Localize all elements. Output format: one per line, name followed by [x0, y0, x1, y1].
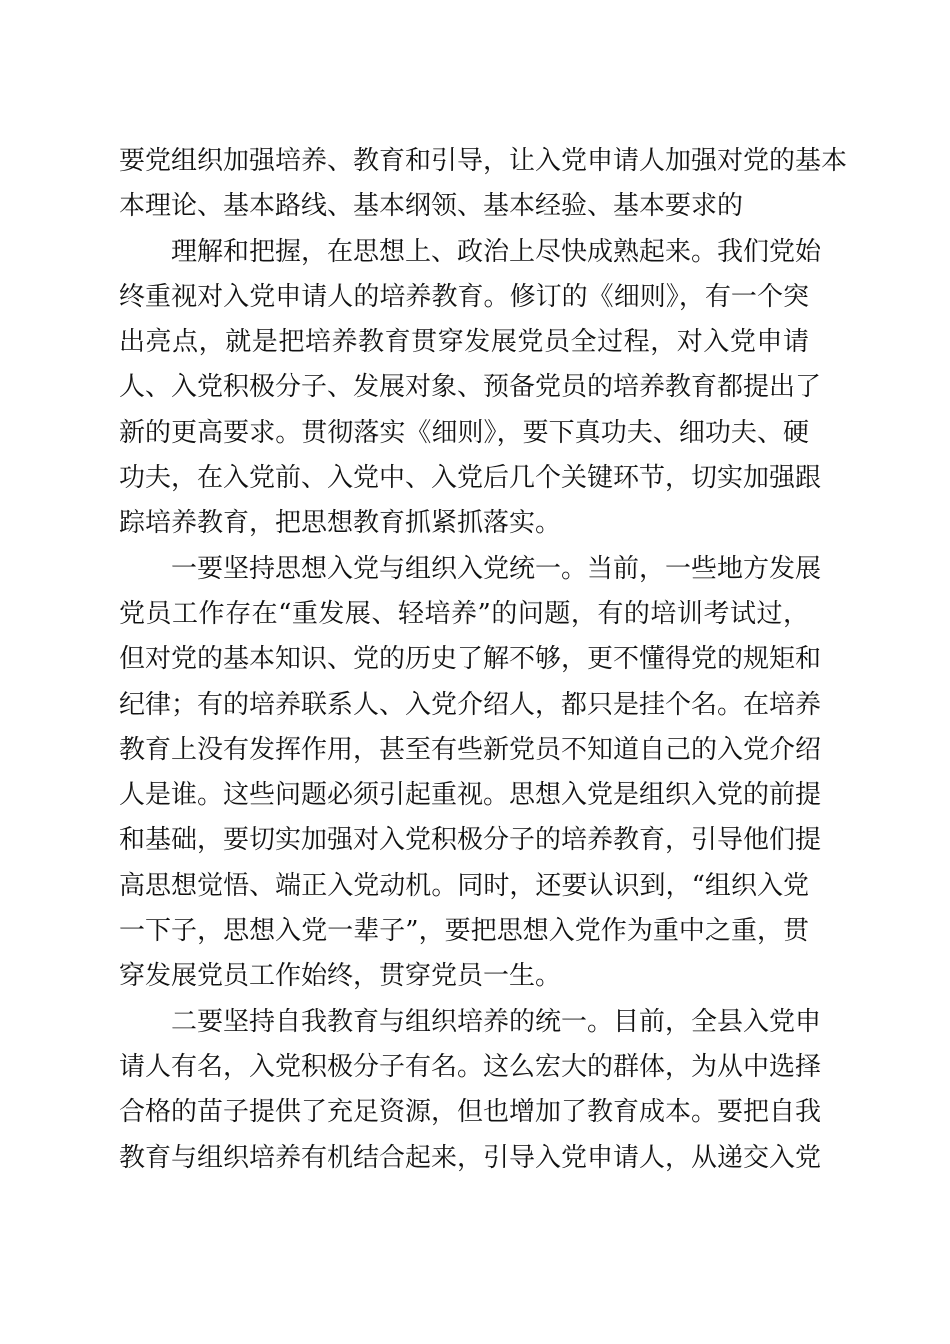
text-line: 人是谁。这些问题必须引起重视。思想入党是组织入党的前提 — [119, 780, 822, 811]
text-line: 新的更高要求。贯彻落实《细则》，要下真功夫、细功夫、硬 — [119, 417, 809, 448]
paragraph-start-line: 二要坚持自我教育与组织培养的统一。目前，全县入党申 — [171, 1006, 822, 1037]
text-line: 出亮点，就是把培养教育贯穿发展党员全过程，对入党申请 — [119, 327, 809, 358]
text-line: 终重视对入党申请人的培养教育。修订的《细则》，有一个突 — [119, 281, 809, 312]
paragraph-start-line: 一要坚持思想入党与组织入党统一。当前，一些地方发展 — [171, 553, 822, 584]
paragraph-start-line: 理解和把握，在思想上、政治上尽快成熟起来。我们党始 — [171, 236, 822, 267]
text-line: 一下子，思想入党一辈子”，要把思想入党作为重中之重，贯 — [119, 916, 809, 947]
text-line: 合格的苗子提供了充足资源，但也增加了教育成本。要把自我 — [119, 1097, 822, 1128]
text-line: 和基础，要切实加强对入党积极分子的培养教育，引导他们提 — [119, 825, 822, 856]
text-line: 高思想觉悟、端正入党动机。同时，还要认识到，“组织入党 — [119, 870, 809, 901]
text-line: 教育与组织培养有机结合起来，引导入党申请人，从递交入党 — [119, 1142, 822, 1173]
text-line: 踪培养教育，把思想教育抓紧抓落实。 — [119, 508, 562, 539]
text-line: 纪律；有的培养联系人、入党介绍人，都只是挂个名。在培养 — [119, 689, 822, 720]
text-line: 本理论、基本路线、基本纲领、基本经验、基本要求的 — [119, 191, 744, 222]
text-line: 要党组织加强培养、教育和引导，让入党申请人加强对党的基本 — [119, 146, 848, 176]
text-line: 穿发展党员工作始终，贯穿党员一生。 — [119, 961, 562, 992]
text-line: 党员工作存在“重发展、轻培养”的问题，有的培训考试过， — [119, 598, 809, 629]
text-line: 人、入党积极分子、发展对象、预备党员的培养教育都提出了 — [119, 372, 822, 403]
text-line: 教育上没有发挥作用，甚至有些新党员不知道自己的入党介绍 — [119, 734, 822, 765]
text-line: 但对党的基本知识、党的历史了解不够，更不懂得党的规矩和 — [119, 644, 822, 675]
document-body — [119, 139, 848, 1181]
text-line: 请人有名，入党积极分子有名。这么宏大的群体，为从中选择 — [119, 1051, 822, 1082]
text-line: 功夫，在入党前、入党中、入党后几个关键环节，切实加强跟 — [119, 463, 822, 494]
